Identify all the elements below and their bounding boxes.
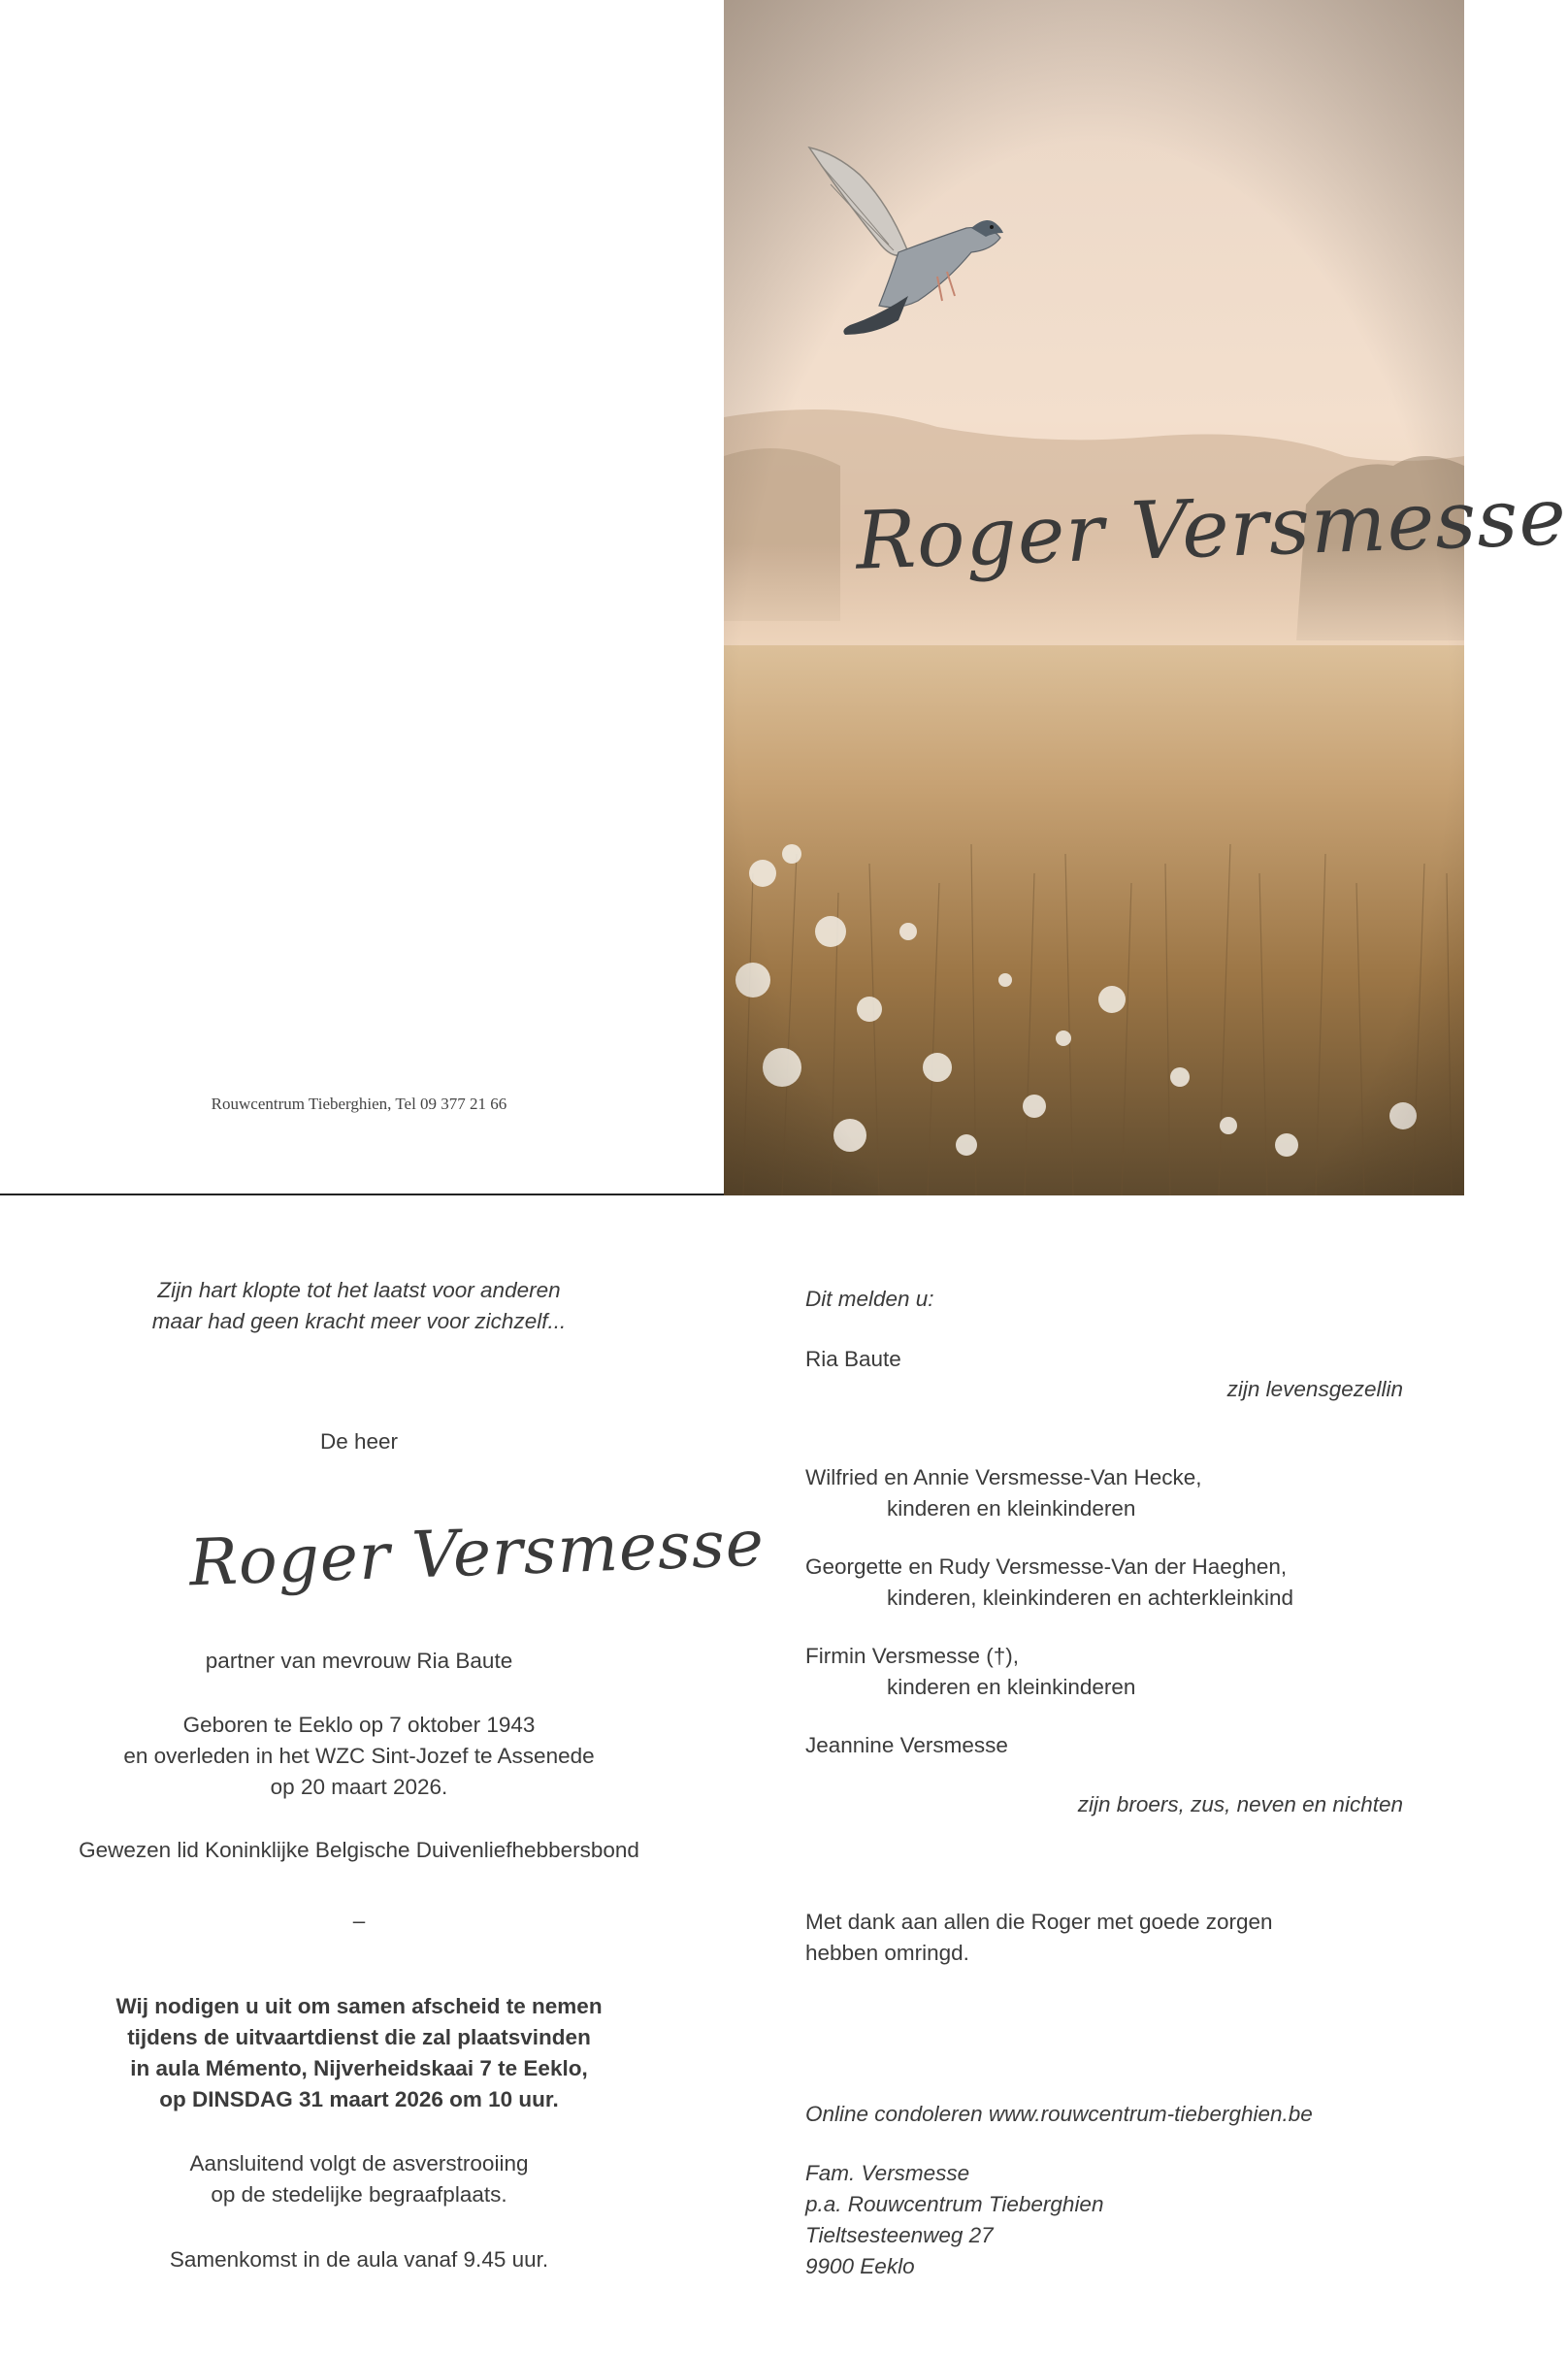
title-salutation: De heer (319, 1429, 399, 1454)
address-line: 9900 Eeklo (805, 2254, 915, 2278)
family-entry (805, 1641, 1135, 1703)
partner-line: partner van mevrouw Ria Baute (205, 1649, 513, 1673)
field-landscape-image (724, 0, 1464, 1195)
family-name: Wilfried en Annie Versmesse-Van Hecke, (805, 1465, 1202, 1489)
cover-deceased-name: Roger Versmesse (854, 471, 1568, 588)
invitation-line: in aula Mémento, Nijverheidskaai 7 te Eeklo, (130, 2056, 588, 2080)
memorial-quote (39, 1275, 679, 1337)
funeral-home-footer: Rouwcentrum Tieberghien, Tel 09 377 21 66 (211, 1095, 507, 1113)
partner-role: zijn levensgezellin (1226, 1377, 1403, 1401)
family-sub: kinderen, kleinkinderen en achterkleinkind (887, 1586, 1294, 1610)
funeral-invitation (39, 1991, 679, 2115)
invitation-line: Wij nodigen u uit om samen afscheid te nemen (115, 1994, 603, 2018)
family-sub: kinderen en kleinkinderen (887, 1675, 1136, 1699)
family-address (805, 2158, 1103, 2282)
birth-line: Geboren te Eeklo op 7 oktober 1943 (182, 1713, 536, 1737)
membership-line: Gewezen lid Koninklijke Belgische Duivenliefhebbersbond (79, 1838, 639, 1862)
partner-name: Ria Baute (805, 1347, 901, 1371)
thanks-line: hebben omringd. (805, 1941, 969, 1965)
gathering-info: Samenkomst in de aula vanaf 9.45 uur. (169, 2247, 549, 2272)
death-date-line: op 20 maart 2026. (270, 1775, 448, 1799)
quote-line: Zijn hart klopte tot het laatst voor anderen (157, 1278, 561, 1302)
page-divider (0, 1194, 724, 1195)
separator-dash: – (352, 1909, 366, 1933)
address-line: Tieltsesteenweg 27 (805, 2223, 994, 2247)
ashes-line: Aansluitend volgt de asverstrooiing (189, 2151, 529, 2175)
ashes-line: op de stedelijke begraafplaats. (211, 2182, 507, 2207)
family-entry (805, 1552, 1293, 1614)
address-line: Fam. Versmesse (805, 2161, 970, 2185)
cover-photo (724, 0, 1464, 1195)
birth-death-info (39, 1710, 679, 1803)
thanks-message (805, 1907, 1273, 1969)
family-name: Jeannine Versmesse (805, 1733, 1008, 1757)
family-entry (805, 1730, 1008, 1761)
online-condolence: Online condoleren www.rouwcentrum-tieberghien.be (805, 2102, 1313, 2126)
family-sub: kinderen en kleinkinderen (887, 1496, 1136, 1521)
announcement-intro: Dit melden u: (805, 1287, 934, 1311)
thanks-line: Met dank aan allen die Roger met goede zorgen (805, 1910, 1273, 1934)
ash-scattering-info (39, 2148, 679, 2210)
family-name: Georgette en Rudy Versmesse-Van der Haeghen, (805, 1554, 1288, 1579)
cover-left-page (0, 0, 724, 1195)
quote-line: maar had geen kracht meer voor zichzelf... (151, 1309, 567, 1333)
invitation-line: op DINSDAG 31 maart 2026 om 10 uur. (159, 2087, 559, 2111)
family-name: Firmin Versmesse (†), (805, 1644, 1020, 1668)
family-role: zijn broers, zus, neven en nichten (1077, 1792, 1403, 1816)
death-line: en overleden in het WZC Sint-Jozef te Assenede (123, 1744, 595, 1768)
family-entry (805, 1462, 1202, 1524)
address-line: p.a. Rouwcentrum Tieberghien (805, 2192, 1104, 2216)
inner-deceased-name: Roger Versmesse (187, 1505, 766, 1601)
invitation-line: tijdens de uitvaartdienst die zal plaatsvinden (127, 2025, 591, 2049)
